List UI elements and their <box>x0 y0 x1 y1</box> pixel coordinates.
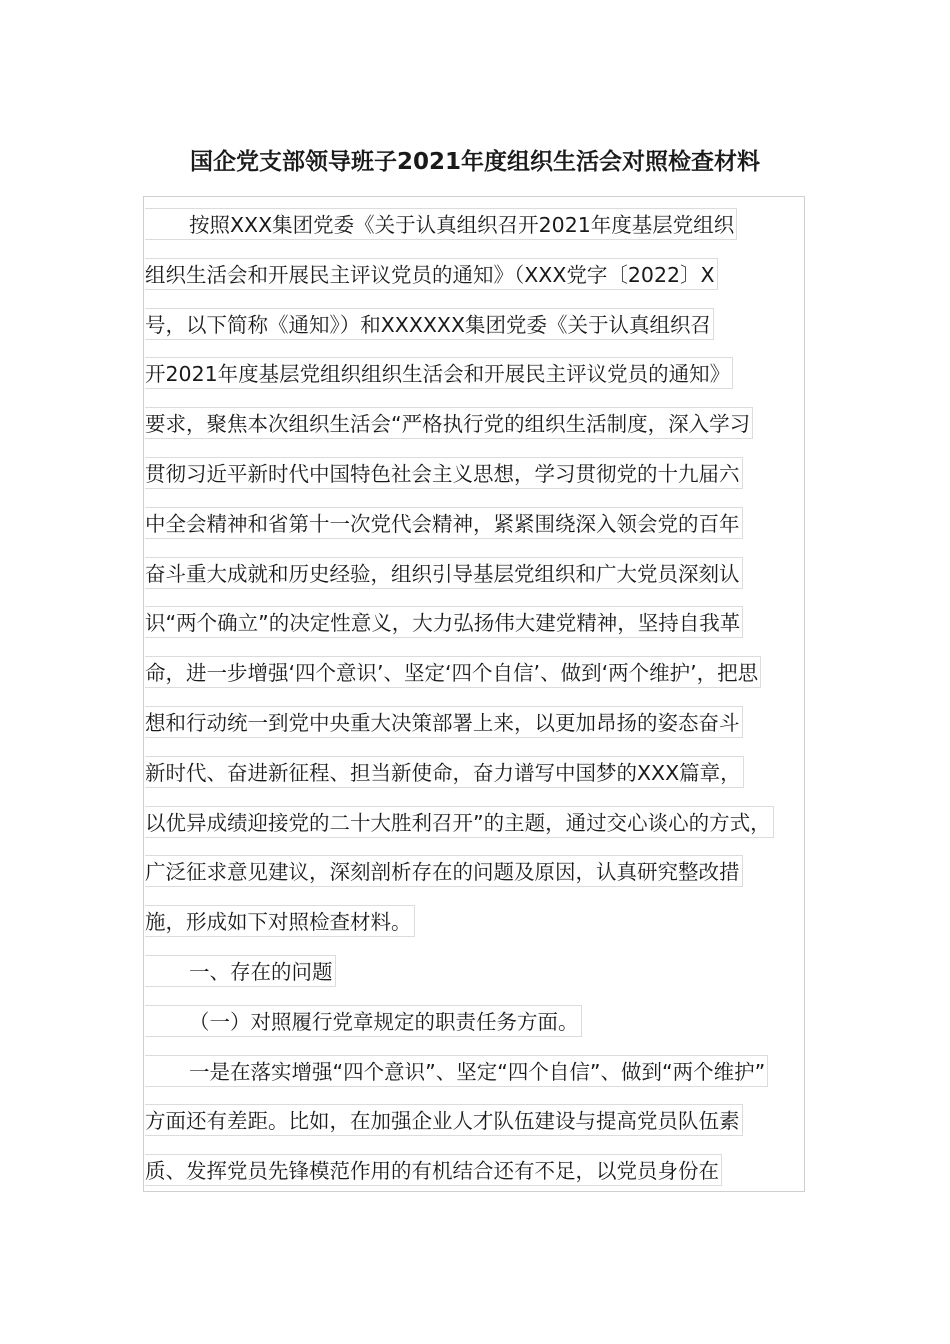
document-title: 国企党支部领导班子2021年度组织生活会对照检查材料 <box>189 149 760 175</box>
text-line: 按照XXX集团党委《关于认真组织召开2021年度基层党组织 <box>145 208 737 240</box>
text-line: 组织生活会和开展民主评议党员的通知》（XXX党字〔2022〕X <box>145 258 718 290</box>
text-line: 广泛征求意见建议，深刻剖析存在的问题及原因，认真研究整改措 <box>145 855 743 887</box>
text-line: 新时代、奋进新征程、担当新使命，奋力谱写中国梦的XXX篇章， <box>145 756 744 788</box>
text-line: 以优异成绩迎接党的二十大胜利召开”的主题，通过交心谈心的方式， <box>145 806 774 838</box>
text-line: 要求，聚焦本次组织生活会“严格执行党的组织生活制度，深入学习 <box>145 407 753 439</box>
text-line: 质、发挥党员先锋模范作用的有机结合还有不足，以党员身份在 <box>145 1154 722 1186</box>
text-line: 号，以下简称《通知》）和XXXXXX集团党委《关于认真组织召 <box>145 308 714 340</box>
text-line: 方面还有差距。比如，在加强企业人才队伍建设与提高党员队伍素 <box>145 1104 743 1136</box>
text-line: 识“两个确立”的决定性意义，大力弘扬伟大建党精神，坚持自我革 <box>145 606 743 638</box>
text-frame <box>143 196 805 1192</box>
text-line: 中全会精神和省第十一次党代会精神，紧紧围绕深入领会党的百年 <box>145 507 743 539</box>
text-line: 命，进一步增强‘四个意识’、坚定‘四个自信’、做到‘两个维护’，把思 <box>145 656 761 688</box>
text-line: 贯彻习近平新时代中国特色社会主义思想，学习贯彻党的十九届六 <box>145 457 743 489</box>
text-line: 奋斗重大成就和历史经验，组织引导基层党组织和广大党员深刻认 <box>145 557 743 589</box>
text-line: 施，形成如下对照检查材料。 <box>145 905 415 937</box>
text-line: 一是在落实增强“四个意识”、坚定“四个自信”、做到“两个维护” <box>145 1055 768 1087</box>
text-line: 想和行动统一到党中央重大决策部署上来，以更加昂扬的姿态奋斗 <box>145 706 743 738</box>
text-line: 一、存在的问题 <box>145 955 336 987</box>
text-line: （一）对照履行党章规定的职责任务方面。 <box>145 1005 582 1037</box>
text-line: 开2021年度基层党组织组织生活会和开展民主评议党员的通知》 <box>145 357 733 389</box>
